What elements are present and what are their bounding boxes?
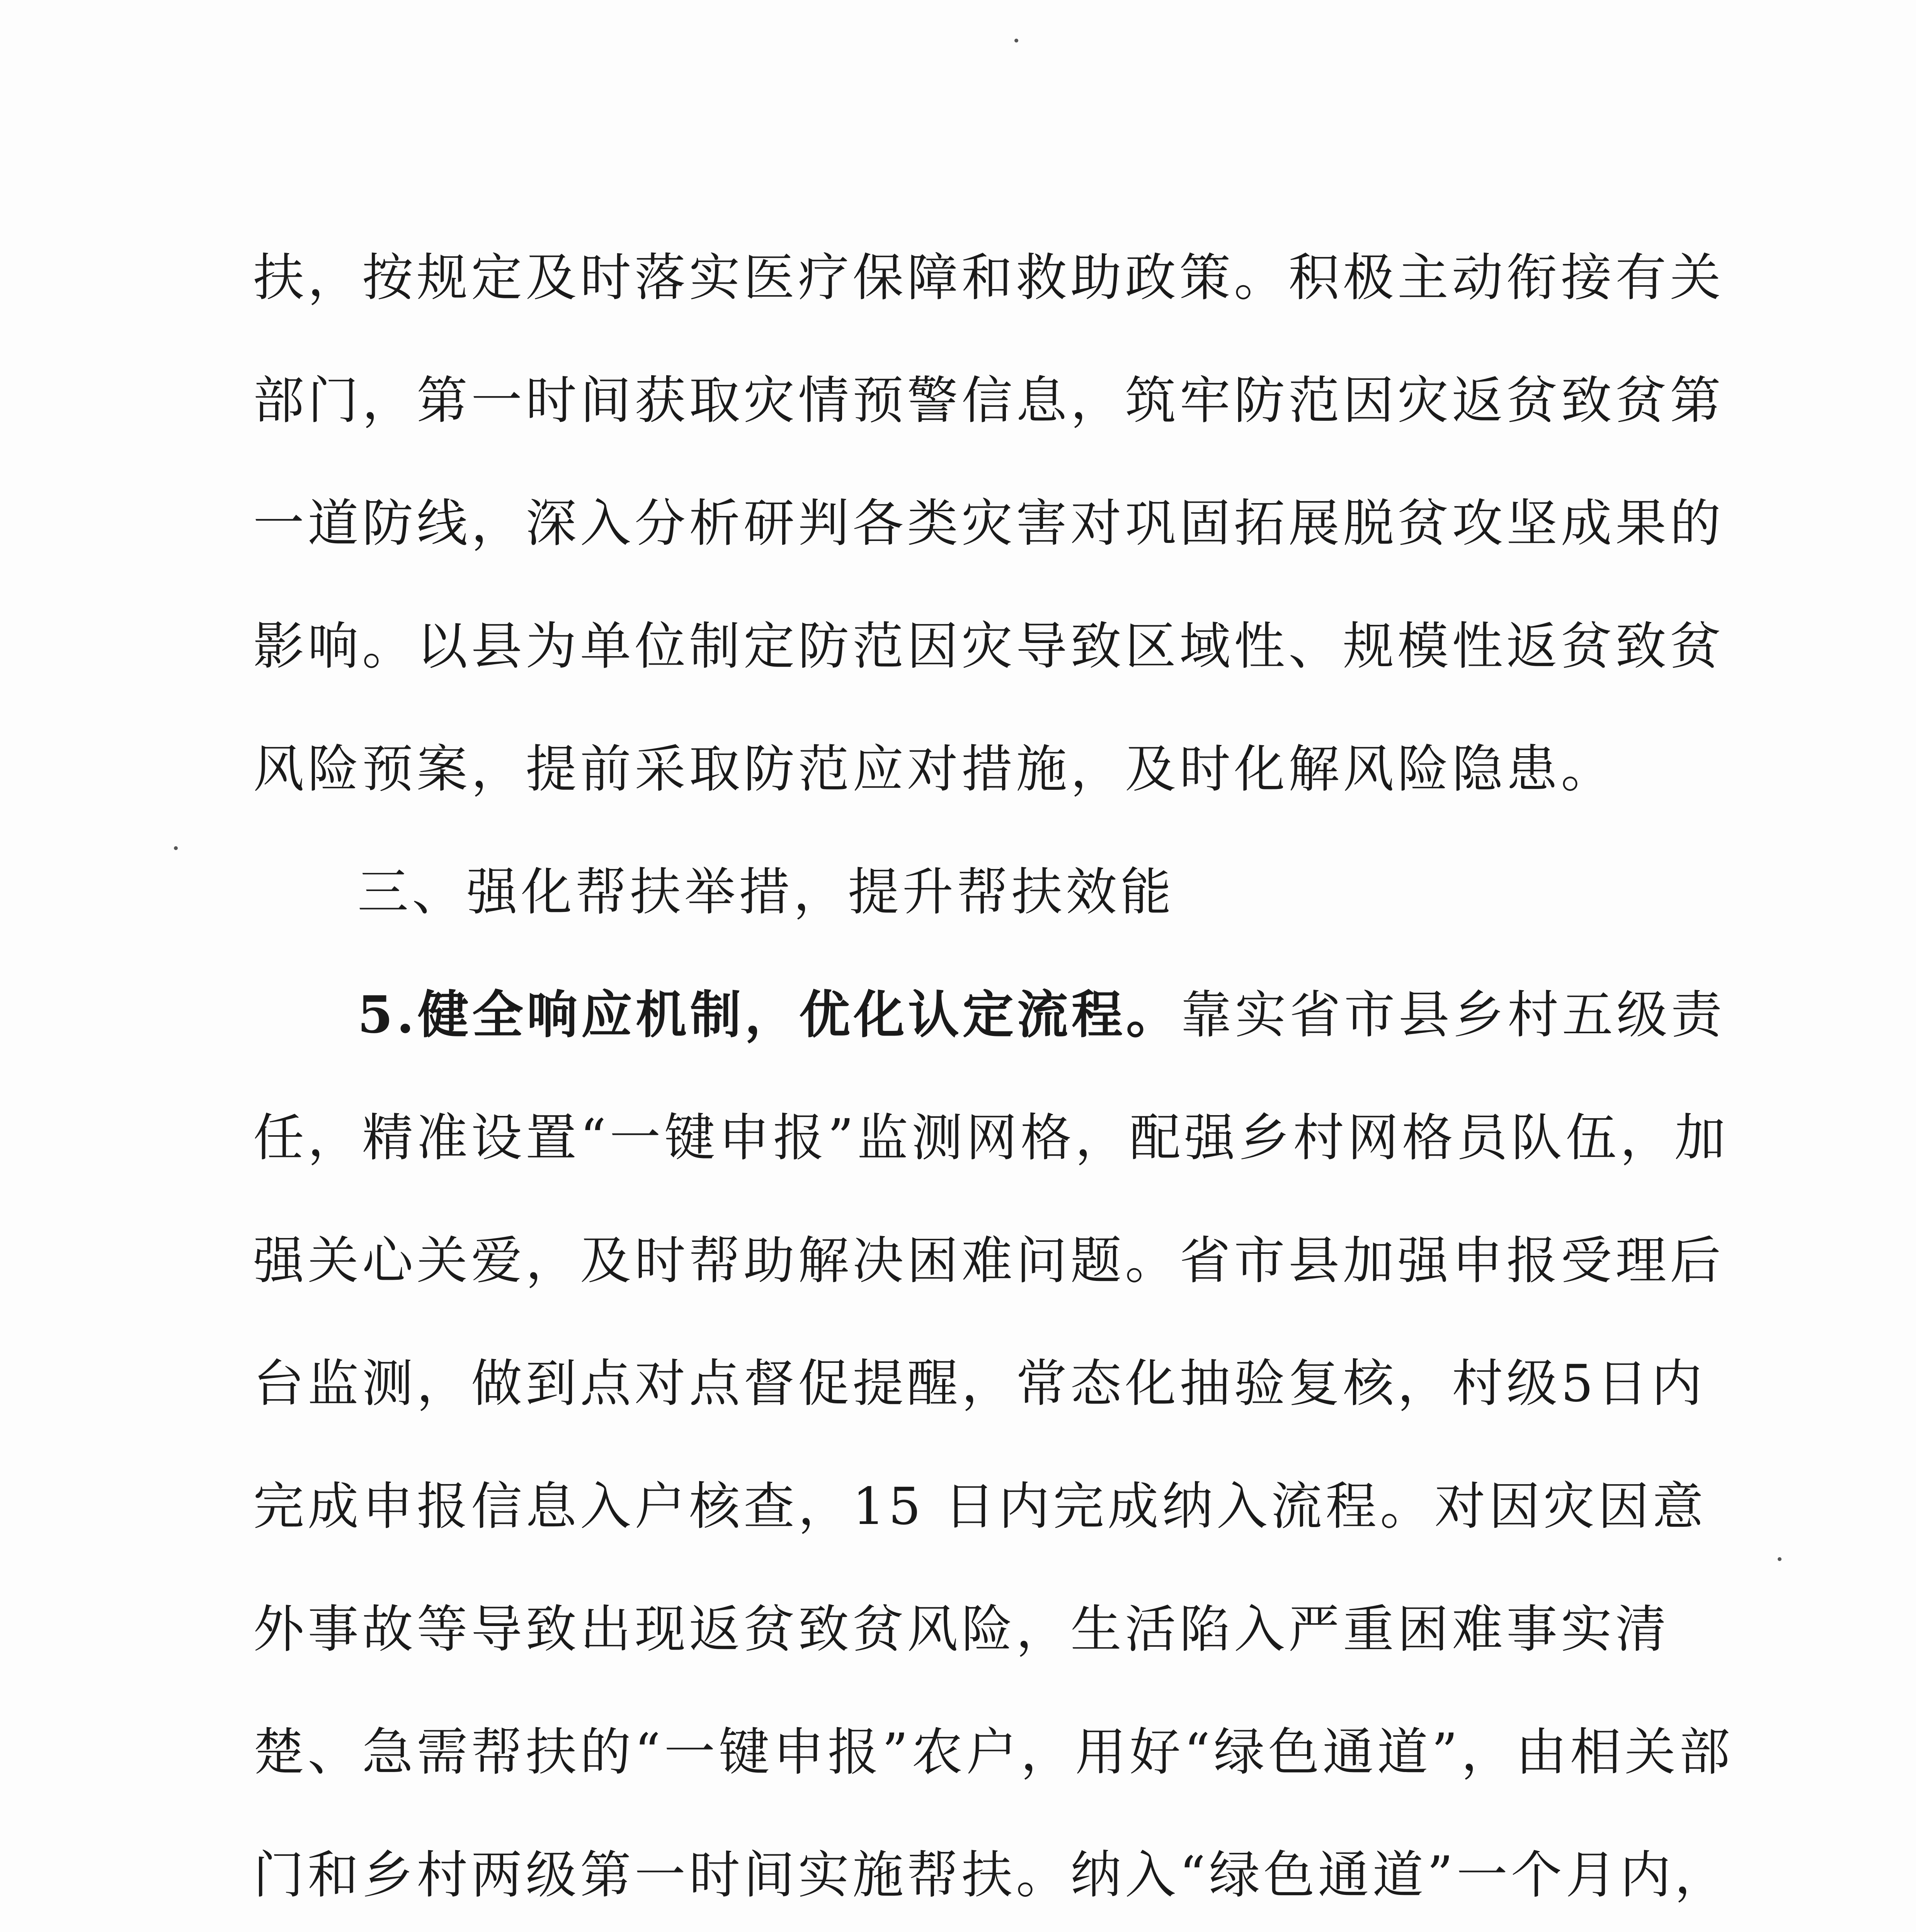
item-5-line: 完成申报信息入户核查，15 日内完成纳入流程。对因灾因意 [253,1477,1707,1536]
item-5-line: 强关心关爱，及时帮助解决困难问题。省市县加强申报受理后 [253,1231,1724,1291]
paragraph-line: 风险预案，提前采取防范应对措施，及时化解风险隐患。 [253,740,1615,799]
item-5-line: 任，精准设置“一键申报”监测网格，配强乡村网格员队伍，加 [253,1108,1729,1168]
item-5-line: 楚、急需帮扶的“一键申报”农户，用好“绿色通道”，由相关部 [253,1723,1734,1782]
scan-speck [1014,39,1018,43]
paragraph-line: 一道防线，深入分析研判各类灾害对巩固拓展脱贫攻坚成果的 [253,494,1724,553]
scan-speck [174,846,178,850]
item-5-line: 台监测，做到点对点督促提醒，常态化抽验复核，村级5日内 [253,1354,1706,1413]
body-text [253,216,1734,1932]
paragraph-line: 扶，按规定及时落实医疗保障和救助政策。积极主动衔接有关 [253,248,1724,308]
section-heading: 三、强化帮扶举措，提升帮扶效能 [357,862,1175,922]
item-5-line: 门和乡村两级第一时间实施帮扶。纳入“绿色通道”一个月内， [253,1845,1729,1905]
item-5-line: 外事故等导致出现返贫致贫风险，生活陷入严重困难事实清 [253,1600,1670,1659]
item-5-first-line [253,954,1725,1077]
paragraph-line: 影响。以县为单位制定防范因灾导致区域性、规模性返贫致贫 [253,617,1724,676]
scan-speck [1778,1557,1782,1561]
item-5-line: 靠实省市县乡村五级责 [1180,985,1725,1045]
paragraph-line: 部门，第一时间获取灾情预警信息，筑牢防范因灾返贫致贫第 [253,371,1724,430]
item-5-title: 5.健全响应机制，优化认定流程。 [357,985,1181,1045]
